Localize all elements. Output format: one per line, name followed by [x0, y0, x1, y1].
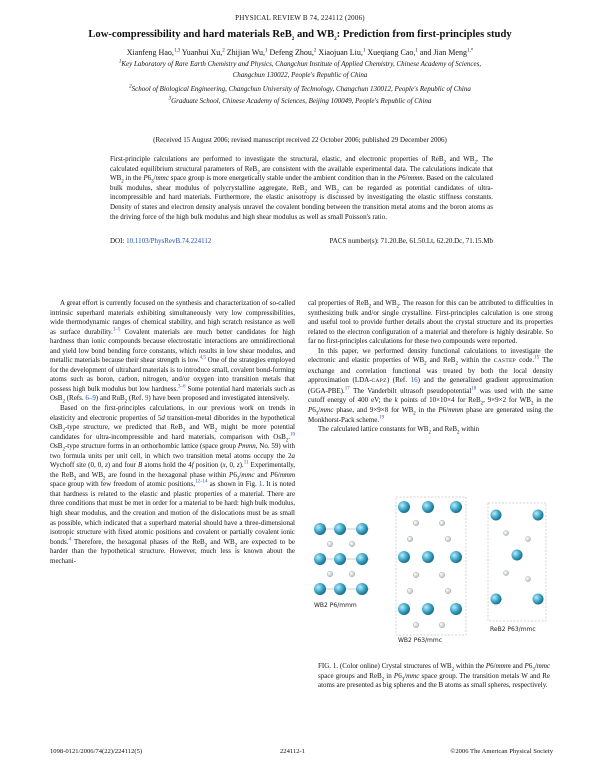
body-column-right — [308, 299, 553, 435]
doi-pacs-row — [110, 237, 493, 245]
paragraph: cal properties of ReB$_2$ and $WB_2$. The reason for this can be attributed to difficulties in synthesizing bulk and/or single crystalline. First-principles calculation is one strong and useful tool to provide further details about the crystal structure and its properties related to the electron configuration of a material and therefore is highly desirable. So far no first-principles calculations for these two compounds were reported. — [308, 299, 553, 346]
received-dates: (Received 15 August 2006; revised manuscript received 22 October 2006; published 29 December 2006) — [153, 136, 447, 144]
footer-copyright: ©2006 The American Physical Society — [450, 748, 553, 755]
doi-link[interactable]: 10.1103/PhysRevB.74.224112 — [126, 237, 212, 245]
figure-label-wb2-p6mmm: WB2 P6/mmm — [314, 602, 357, 609]
figure-label-reb2-p63mmc: ReB2 P63/mmc — [490, 626, 536, 633]
footer-issn: 1098-0121/2006/74(22)/224112(5) — [50, 748, 143, 755]
figure-1-caption: FIG. 1. (Color online) Crystal structures of $WB_2$ within the P6/mmm and $P6_3$/mmc space groups and ReB$_2$ in $P6_3$/mmc space group. The transition metals W and Re atoms are presented as big spheres and the B atoms as small spheres, respectively. — [318, 662, 550, 689]
paragraph: The calculated lattice constants for $WB_2$ and ReB$_2$ within — [318, 425, 480, 436]
paper-title: Low-compressibility and hard materials ReB$_2$ and $WB_2$: Prediction from first-principles study — [88, 29, 512, 43]
footer-page-number: 224112-1 — [280, 748, 306, 755]
structure-wb2-p6mmm — [314, 523, 370, 595]
pacs-numbers: PACS number(s): 71.20.Be, 61.50.Lt, 62.20.Dc, 71.15.Mb — [329, 237, 493, 245]
crystal-structure-illustration — [308, 489, 553, 644]
author-list: Xianfeng Hao,$^{1,3}$ Yuanhui Xu,$^2$ Zhijian Wu,$^1$ Defeng Zhou,$^2$ Xiaojuan Liu,$^1$ Xueqiang Cao,$^1$ and Jian Meng$^{1,*}$ — [126, 48, 474, 57]
structure-wb2-p63mmc — [396, 497, 466, 635]
affiliation-1-cont: Changchun 130022, People's Republic of China — [232, 71, 368, 79]
figure-label-wb2-p63mmc: WB2 P63/mmc — [398, 637, 443, 644]
affiliation-2: $^2$School of Biological Engineering, Changchun University of Technology, Changchun 130012, People's Republic of China — [129, 84, 471, 93]
abstract: First-principle calculations are performed to investigate the structural, elastic, and electronic properties of ReB$_2$ and $WB_2$. The calculated equilibrium structural parameters of ReB$_2$ are consistent with the available experimental data. The calculations indicate that $WB_2$ in the $P6_3$/mmc space group is more energetically stable under the ambient condition than in the P6/mmm. Based on the calculated bulk modulus, shear modulus of polycrystalline aggregate, ReB$_2$ and $WB_2$ can be regarded as potential candidates of ultra-incompressible and hard materials. Furthermore, the elastic anisotropy is discussed by investigating the elastic stiffness constants. Density of states and electron density analysis unravel the covalent bonding between the transition metal atoms and the boron atoms as the driving force of the high bulk modulus and high shear modulus as well as small Poisson's ratio. — [110, 155, 493, 221]
paragraph: Based on the first-principles calculations, in our previous work on trends in elasticity and electronic properties of 5d transition-metal diborides in the hypothetical OsB$_2$-type structure, we predicted that ReB$_2$ and $WB_2$ might be more potential candidates for ultra-incompressible and hard materials, comparison with OsB$_2$.$^{10}$ OsB$_2$-type structure forms in an orthorhombic lattice (space group Pmmn, No. 59) with two formula units per unit cell, in which two transition metal atoms occupy the 2a Wychoff site (0, 0, z) and four B atoms hold the 4f position (x, 0, z).$^{11}$ Experimentally, the ReB$_2$ and $WB_2$ are found in the hexagonal phase within $P6_3$/mmc and P6/mmm space group with few freedom of atomic positions,$^{12-14}$ as shown in Fig. 1. It is noted that hardness is related to the elastic and plastic properties of a material. There are three conditions that must be met in order for a material to be hard: high bulk modulus, high shear modulus, and the creation and motion of the dislocations must be as small as possible, which indicated that a superhard material should have a three-dimensional isotropic structure with fixed atomic positions and covalent or partially covalent ionic bonds.$^4$ Therefore, the hexagonal phases of the ReB$_2$ and $WB_2$ are expected to be harder than the hypothetical structure. However, much less is known about the mechani- — [50, 404, 296, 565]
journal-header: PHYSICAL REVIEW B 74, 224112 (2006) — [235, 14, 365, 22]
paragraph: A great effort is currently focused on the synthesis and characterization of so-called intrinsic superhard materials exhibiting simultaneously very low compressibilities, wide thermodynamic ranges of chemical stability, and high scratch resistance as well as surface durability.$^{1-5}$ Covalent materials are much better candidates for high hardness than ionic compounds because electrostatic interactions are omnidirectional and yield low bond bending force constants, which results in low shear modulus, and metallic materials because their shear strength is low.$^{4,5}$ One of the strategies employed for the development of ultrahard materials is to introduce small, covalent bond-forming atoms such as boron, carbon, nitrogen, and/or oxygen into transition metals that possess high bulk modulus but low hardness.$^{3-6}$ Some potential hard materials such as OsB$_2$ (Refs. 6–9) and RuB$_2$ (Ref. 9) have been proposed and investigated intensively. — [50, 299, 295, 405]
affiliation-1: $^1$Key Laboratory of Rare Earth Chemistry and Physics, Changchun Institute of Applied Chemistry, Chinese Academy of Sciences, — [118, 59, 482, 68]
paragraph: In this paper, we performed density functional calculations to investigate the electronic and elastic properties of $WB_2$ and ReB$_2$ within the CASTEP code.$^{15}$ The exchange and correlation functional was treated by both the local density approximation (LDA-CAPZ) (Ref. 16) and the generalized gradient approximation (GGA-PBE).$^{17}$ The Vanderbilt ultrasoft pseudopotential$^{18}$ was used with the same cutoff energy of 400 eV; the k points of 10×10×4 for ReB$_2$, 9×9×2 for $WB_2$ in the $P6_3$/mmc phase, and 9×9×8 for $WB_2$ in the P6/mmm phase are generated using the Monkhorst-Pack scheme.$^{19}$ — [308, 346, 554, 424]
affiliation-3: $^3$Graduate School, Chinese Academy of Sciences, Beijing 100049, People's Republic of China — [168, 96, 432, 105]
structure-reb2-p63mmc — [488, 503, 546, 621]
doi-label: DOI: — [110, 237, 125, 245]
figure-1-crystal-structures — [308, 489, 553, 644]
body-column-left — [50, 299, 295, 566]
